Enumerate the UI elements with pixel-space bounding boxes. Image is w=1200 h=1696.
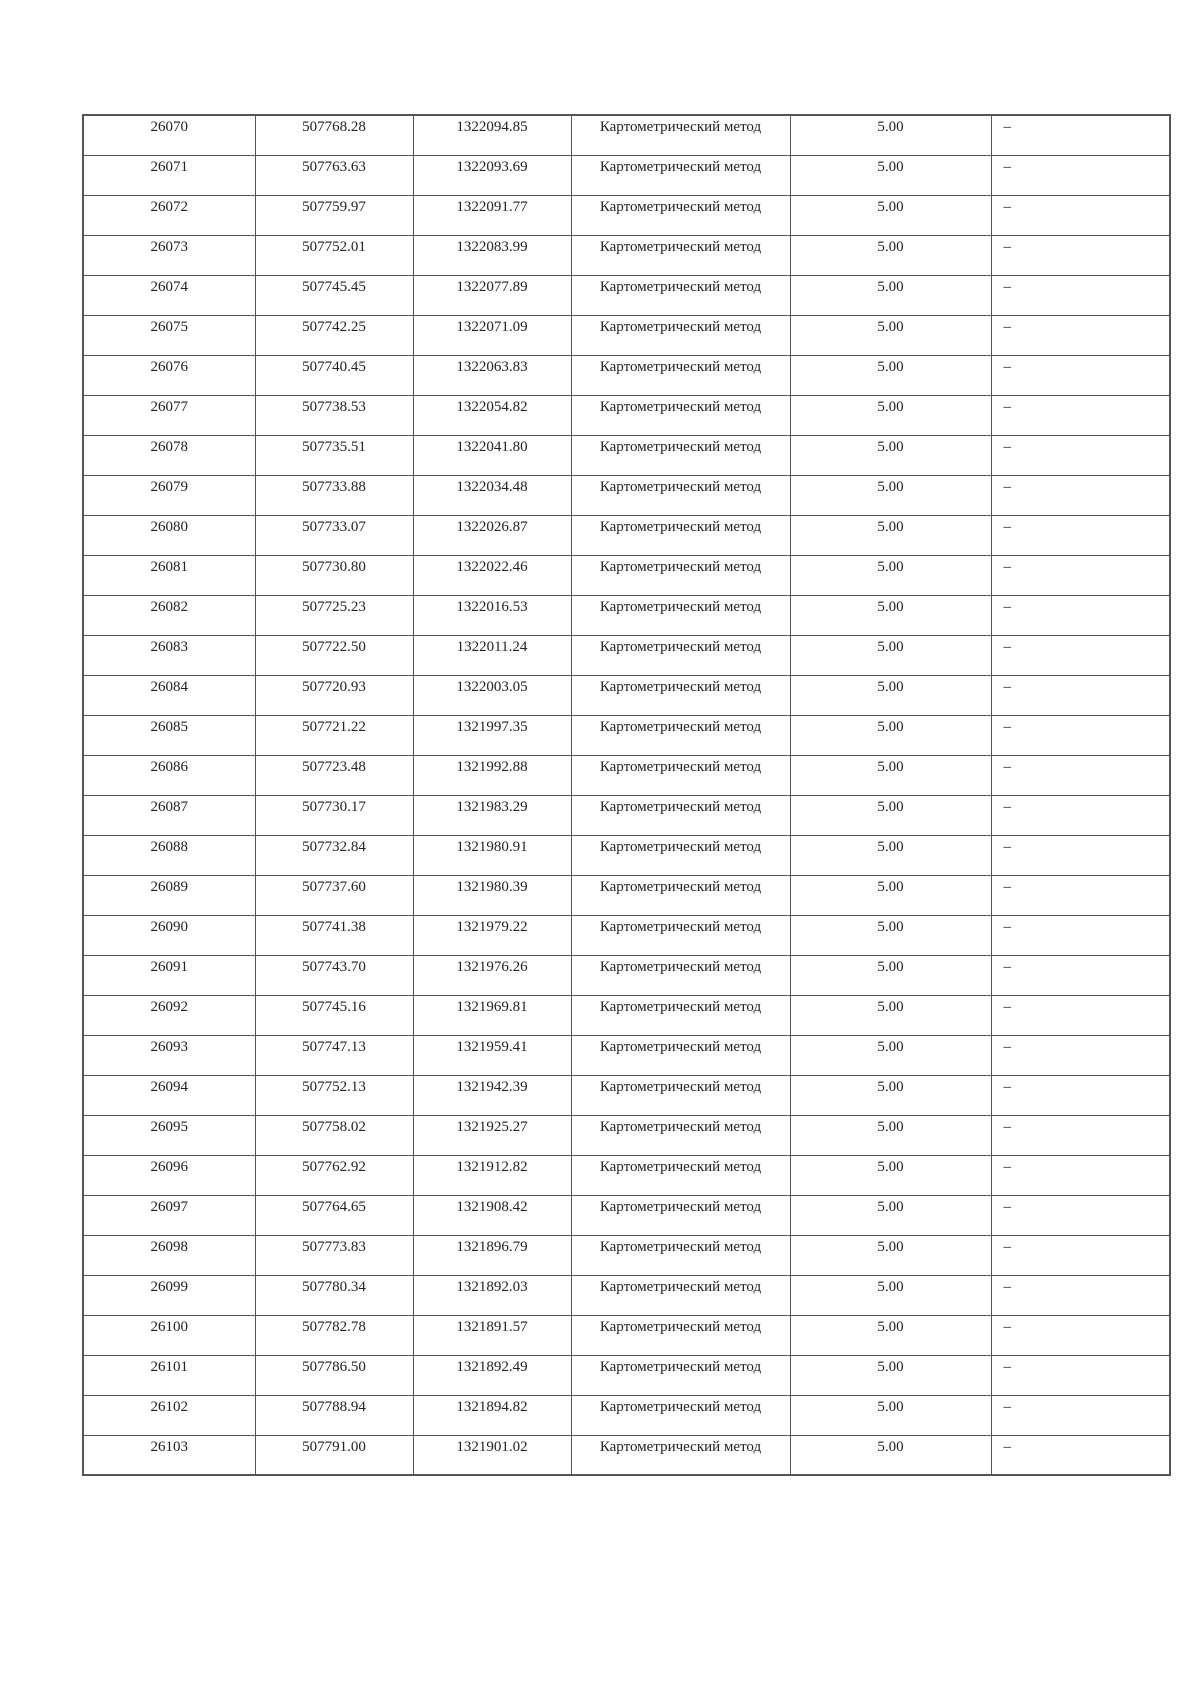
x-coordinate-cell: 507763.63 xyxy=(255,155,413,195)
point-number-cell: 26072 xyxy=(83,195,255,235)
method-cell: Картометрический метод xyxy=(571,475,790,515)
point-number-cell: 26096 xyxy=(83,1155,255,1195)
x-coordinate-cell: 507730.17 xyxy=(255,795,413,835)
y-coordinate-cell: 1322011.24 xyxy=(413,635,571,675)
method-cell: Картометрический метод xyxy=(571,515,790,555)
note-cell: – xyxy=(991,1115,1170,1155)
point-number-cell: 26102 xyxy=(83,1395,255,1435)
y-coordinate-cell: 1321901.02 xyxy=(413,1435,571,1475)
point-number-cell: 26093 xyxy=(83,1035,255,1075)
y-coordinate-cell: 1322041.80 xyxy=(413,435,571,475)
table-row xyxy=(83,1155,1170,1195)
accuracy-cell: 5.00 xyxy=(790,1075,991,1115)
y-coordinate-cell: 1321896.79 xyxy=(413,1235,571,1275)
method-cell: Картометрический метод xyxy=(571,435,790,475)
method-cell: Картометрический метод xyxy=(571,315,790,355)
y-coordinate-cell: 1321891.57 xyxy=(413,1315,571,1355)
note-cell: – xyxy=(991,1235,1170,1275)
table-row xyxy=(83,235,1170,275)
accuracy-cell: 5.00 xyxy=(790,555,991,595)
accuracy-cell: 5.00 xyxy=(790,1435,991,1475)
y-coordinate-cell: 1321976.26 xyxy=(413,955,571,995)
note-cell: – xyxy=(991,595,1170,635)
point-number-cell: 26075 xyxy=(83,315,255,355)
x-coordinate-cell: 507723.48 xyxy=(255,755,413,795)
point-number-cell: 26092 xyxy=(83,995,255,1035)
accuracy-cell: 5.00 xyxy=(790,515,991,555)
method-cell: Картометрический метод xyxy=(571,1035,790,1075)
method-cell: Картометрический метод xyxy=(571,955,790,995)
x-coordinate-cell: 507786.50 xyxy=(255,1355,413,1395)
method-cell: Картометрический метод xyxy=(571,715,790,755)
accuracy-cell: 5.00 xyxy=(790,675,991,715)
y-coordinate-cell: 1322071.09 xyxy=(413,315,571,355)
y-coordinate-cell: 1321894.82 xyxy=(413,1395,571,1435)
x-coordinate-cell: 507725.23 xyxy=(255,595,413,635)
y-coordinate-cell: 1322094.85 xyxy=(413,115,571,155)
method-cell: Картометрический метод xyxy=(571,275,790,315)
accuracy-cell: 5.00 xyxy=(790,715,991,755)
method-cell: Картометрический метод xyxy=(571,1075,790,1115)
accuracy-cell: 5.00 xyxy=(790,395,991,435)
x-coordinate-cell: 507762.92 xyxy=(255,1155,413,1195)
point-number-cell: 26076 xyxy=(83,355,255,395)
table-row xyxy=(83,395,1170,435)
point-number-cell: 26080 xyxy=(83,515,255,555)
method-cell: Картометрический метод xyxy=(571,995,790,1035)
table-row xyxy=(83,715,1170,755)
table-row xyxy=(83,1195,1170,1235)
note-cell: – xyxy=(991,275,1170,315)
point-number-cell: 26091 xyxy=(83,955,255,995)
accuracy-cell: 5.00 xyxy=(790,1355,991,1395)
table-row xyxy=(83,1075,1170,1115)
table-row xyxy=(83,835,1170,875)
x-coordinate-cell: 507747.13 xyxy=(255,1035,413,1075)
accuracy-cell: 5.00 xyxy=(790,1155,991,1195)
table-row xyxy=(83,275,1170,315)
x-coordinate-cell: 507788.94 xyxy=(255,1395,413,1435)
accuracy-cell: 5.00 xyxy=(790,795,991,835)
accuracy-cell: 5.00 xyxy=(790,275,991,315)
point-number-cell: 26097 xyxy=(83,1195,255,1235)
table-row xyxy=(83,675,1170,715)
note-cell: – xyxy=(991,435,1170,475)
table-row xyxy=(83,115,1170,155)
method-cell: Картометрический метод xyxy=(571,1435,790,1475)
note-cell: – xyxy=(991,915,1170,955)
method-cell: Картометрический метод xyxy=(571,1355,790,1395)
point-number-cell: 26084 xyxy=(83,675,255,715)
y-coordinate-cell: 1322091.77 xyxy=(413,195,571,235)
method-cell: Картометрический метод xyxy=(571,1195,790,1235)
accuracy-cell: 5.00 xyxy=(790,115,991,155)
x-coordinate-cell: 507742.25 xyxy=(255,315,413,355)
point-number-cell: 26087 xyxy=(83,795,255,835)
table-row xyxy=(83,635,1170,675)
table-row xyxy=(83,435,1170,475)
note-cell: – xyxy=(991,195,1170,235)
y-coordinate-cell: 1322022.46 xyxy=(413,555,571,595)
y-coordinate-cell: 1322083.99 xyxy=(413,235,571,275)
method-cell: Картометрический метод xyxy=(571,1275,790,1315)
accuracy-cell: 5.00 xyxy=(790,755,991,795)
accuracy-cell: 5.00 xyxy=(790,195,991,235)
coordinates-table-body xyxy=(83,115,1170,1475)
y-coordinate-cell: 1321980.91 xyxy=(413,835,571,875)
table-row xyxy=(83,915,1170,955)
x-coordinate-cell: 507768.28 xyxy=(255,115,413,155)
table-row xyxy=(83,1235,1170,1275)
point-number-cell: 26070 xyxy=(83,115,255,155)
point-number-cell: 26081 xyxy=(83,555,255,595)
table-row xyxy=(83,555,1170,595)
y-coordinate-cell: 1321892.03 xyxy=(413,1275,571,1315)
method-cell: Картометрический метод xyxy=(571,1115,790,1155)
table-row xyxy=(83,1315,1170,1355)
table-row xyxy=(83,315,1170,355)
x-coordinate-cell: 507735.51 xyxy=(255,435,413,475)
method-cell: Картометрический метод xyxy=(571,235,790,275)
method-cell: Картометрический метод xyxy=(571,795,790,835)
y-coordinate-cell: 1322026.87 xyxy=(413,515,571,555)
note-cell: – xyxy=(991,555,1170,595)
point-number-cell: 26071 xyxy=(83,155,255,195)
y-coordinate-cell: 1321979.22 xyxy=(413,915,571,955)
accuracy-cell: 5.00 xyxy=(790,1235,991,1275)
table-row xyxy=(83,1115,1170,1155)
method-cell: Картометрический метод xyxy=(571,115,790,155)
y-coordinate-cell: 1321992.88 xyxy=(413,755,571,795)
table-row xyxy=(83,1435,1170,1475)
note-cell: – xyxy=(991,1035,1170,1075)
note-cell: – xyxy=(991,115,1170,155)
note-cell: – xyxy=(991,1355,1170,1395)
x-coordinate-cell: 507741.38 xyxy=(255,915,413,955)
note-cell: – xyxy=(991,1275,1170,1315)
note-cell: – xyxy=(991,755,1170,795)
y-coordinate-cell: 1321942.39 xyxy=(413,1075,571,1115)
note-cell: – xyxy=(991,475,1170,515)
point-number-cell: 26078 xyxy=(83,435,255,475)
point-number-cell: 26086 xyxy=(83,755,255,795)
method-cell: Картометрический метод xyxy=(571,395,790,435)
y-coordinate-cell: 1321997.35 xyxy=(413,715,571,755)
x-coordinate-cell: 507745.45 xyxy=(255,275,413,315)
method-cell: Картометрический метод xyxy=(571,595,790,635)
table-row xyxy=(83,1275,1170,1315)
table-row xyxy=(83,1035,1170,1075)
x-coordinate-cell: 507733.07 xyxy=(255,515,413,555)
method-cell: Картометрический метод xyxy=(571,755,790,795)
y-coordinate-cell: 1321892.49 xyxy=(413,1355,571,1395)
point-number-cell: 26101 xyxy=(83,1355,255,1395)
x-coordinate-cell: 507745.16 xyxy=(255,995,413,1035)
point-number-cell: 26089 xyxy=(83,875,255,915)
y-coordinate-cell: 1321980.39 xyxy=(413,875,571,915)
accuracy-cell: 5.00 xyxy=(790,995,991,1035)
note-cell: – xyxy=(991,1435,1170,1475)
accuracy-cell: 5.00 xyxy=(790,1035,991,1075)
accuracy-cell: 5.00 xyxy=(790,315,991,355)
accuracy-cell: 5.00 xyxy=(790,355,991,395)
method-cell: Картометрический метод xyxy=(571,1155,790,1195)
point-number-cell: 26074 xyxy=(83,275,255,315)
point-number-cell: 26099 xyxy=(83,1275,255,1315)
accuracy-cell: 5.00 xyxy=(790,435,991,475)
method-cell: Картометрический метод xyxy=(571,555,790,595)
x-coordinate-cell: 507737.60 xyxy=(255,875,413,915)
y-coordinate-cell: 1321969.81 xyxy=(413,995,571,1035)
y-coordinate-cell: 1321908.42 xyxy=(413,1195,571,1235)
method-cell: Картометрический метод xyxy=(571,155,790,195)
method-cell: Картометрический метод xyxy=(571,1395,790,1435)
note-cell: – xyxy=(991,155,1170,195)
y-coordinate-cell: 1322034.48 xyxy=(413,475,571,515)
accuracy-cell: 5.00 xyxy=(790,635,991,675)
y-coordinate-cell: 1322003.05 xyxy=(413,675,571,715)
x-coordinate-cell: 507743.70 xyxy=(255,955,413,995)
x-coordinate-cell: 507721.22 xyxy=(255,715,413,755)
table-row xyxy=(83,475,1170,515)
note-cell: – xyxy=(991,835,1170,875)
x-coordinate-cell: 507782.78 xyxy=(255,1315,413,1355)
table-row xyxy=(83,155,1170,195)
accuracy-cell: 5.00 xyxy=(790,915,991,955)
point-number-cell: 26095 xyxy=(83,1115,255,1155)
note-cell: – xyxy=(991,1195,1170,1235)
x-coordinate-cell: 507773.83 xyxy=(255,1235,413,1275)
accuracy-cell: 5.00 xyxy=(790,235,991,275)
accuracy-cell: 5.00 xyxy=(790,475,991,515)
method-cell: Картометрический метод xyxy=(571,1235,790,1275)
point-number-cell: 26098 xyxy=(83,1235,255,1275)
note-cell: – xyxy=(991,235,1170,275)
method-cell: Картометрический метод xyxy=(571,195,790,235)
point-number-cell: 26073 xyxy=(83,235,255,275)
note-cell: – xyxy=(991,995,1170,1035)
note-cell: – xyxy=(991,1075,1170,1115)
note-cell: – xyxy=(991,315,1170,355)
accuracy-cell: 5.00 xyxy=(790,1195,991,1235)
table-row xyxy=(83,875,1170,915)
x-coordinate-cell: 507720.93 xyxy=(255,675,413,715)
x-coordinate-cell: 507740.45 xyxy=(255,355,413,395)
table-row xyxy=(83,595,1170,635)
accuracy-cell: 5.00 xyxy=(790,835,991,875)
y-coordinate-cell: 1321925.27 xyxy=(413,1115,571,1155)
method-cell: Картометрический метод xyxy=(571,915,790,955)
method-cell: Картометрический метод xyxy=(571,635,790,675)
point-number-cell: 26082 xyxy=(83,595,255,635)
note-cell: – xyxy=(991,1315,1170,1355)
x-coordinate-cell: 507791.00 xyxy=(255,1435,413,1475)
x-coordinate-cell: 507730.80 xyxy=(255,555,413,595)
table-row xyxy=(83,355,1170,395)
table-row xyxy=(83,955,1170,995)
y-coordinate-cell: 1322093.69 xyxy=(413,155,571,195)
y-coordinate-cell: 1322054.82 xyxy=(413,395,571,435)
accuracy-cell: 5.00 xyxy=(790,875,991,915)
note-cell: – xyxy=(991,875,1170,915)
y-coordinate-cell: 1322063.83 xyxy=(413,355,571,395)
y-coordinate-cell: 1322016.53 xyxy=(413,595,571,635)
table-row xyxy=(83,515,1170,555)
x-coordinate-cell: 507764.65 xyxy=(255,1195,413,1235)
point-number-cell: 26090 xyxy=(83,915,255,955)
point-number-cell: 26085 xyxy=(83,715,255,755)
method-cell: Картометрический метод xyxy=(571,675,790,715)
table-row xyxy=(83,795,1170,835)
table-row xyxy=(83,755,1170,795)
note-cell: – xyxy=(991,675,1170,715)
x-coordinate-cell: 507752.01 xyxy=(255,235,413,275)
accuracy-cell: 5.00 xyxy=(790,1115,991,1155)
note-cell: – xyxy=(991,635,1170,675)
note-cell: – xyxy=(991,715,1170,755)
table-row xyxy=(83,1355,1170,1395)
accuracy-cell: 5.00 xyxy=(790,1275,991,1315)
point-number-cell: 26077 xyxy=(83,395,255,435)
note-cell: – xyxy=(991,395,1170,435)
y-coordinate-cell: 1321912.82 xyxy=(413,1155,571,1195)
point-number-cell: 26083 xyxy=(83,635,255,675)
x-coordinate-cell: 507732.84 xyxy=(255,835,413,875)
note-cell: – xyxy=(991,795,1170,835)
x-coordinate-cell: 507758.02 xyxy=(255,1115,413,1155)
x-coordinate-cell: 507780.34 xyxy=(255,1275,413,1315)
accuracy-cell: 5.00 xyxy=(790,955,991,995)
method-cell: Картометрический метод xyxy=(571,355,790,395)
table-row xyxy=(83,1395,1170,1435)
point-number-cell: 26103 xyxy=(83,1435,255,1475)
note-cell: – xyxy=(991,515,1170,555)
note-cell: – xyxy=(991,1155,1170,1195)
y-coordinate-cell: 1321959.41 xyxy=(413,1035,571,1075)
method-cell: Картометрический метод xyxy=(571,835,790,875)
point-number-cell: 26094 xyxy=(83,1075,255,1115)
accuracy-cell: 5.00 xyxy=(790,155,991,195)
point-number-cell: 26088 xyxy=(83,835,255,875)
table-row xyxy=(83,995,1170,1035)
note-cell: – xyxy=(991,1395,1170,1435)
note-cell: – xyxy=(991,955,1170,995)
x-coordinate-cell: 507722.50 xyxy=(255,635,413,675)
x-coordinate-cell: 507733.88 xyxy=(255,475,413,515)
accuracy-cell: 5.00 xyxy=(790,595,991,635)
method-cell: Картометрический метод xyxy=(571,1315,790,1355)
accuracy-cell: 5.00 xyxy=(790,1395,991,1435)
x-coordinate-cell: 507752.13 xyxy=(255,1075,413,1115)
y-coordinate-cell: 1322077.89 xyxy=(413,275,571,315)
point-number-cell: 26079 xyxy=(83,475,255,515)
x-coordinate-cell: 507738.53 xyxy=(255,395,413,435)
method-cell: Картометрический метод xyxy=(571,875,790,915)
y-coordinate-cell: 1321983.29 xyxy=(413,795,571,835)
coordinates-table xyxy=(82,114,1171,1476)
table-row xyxy=(83,195,1170,235)
x-coordinate-cell: 507759.97 xyxy=(255,195,413,235)
note-cell: – xyxy=(991,355,1170,395)
point-number-cell: 26100 xyxy=(83,1315,255,1355)
accuracy-cell: 5.00 xyxy=(790,1315,991,1355)
